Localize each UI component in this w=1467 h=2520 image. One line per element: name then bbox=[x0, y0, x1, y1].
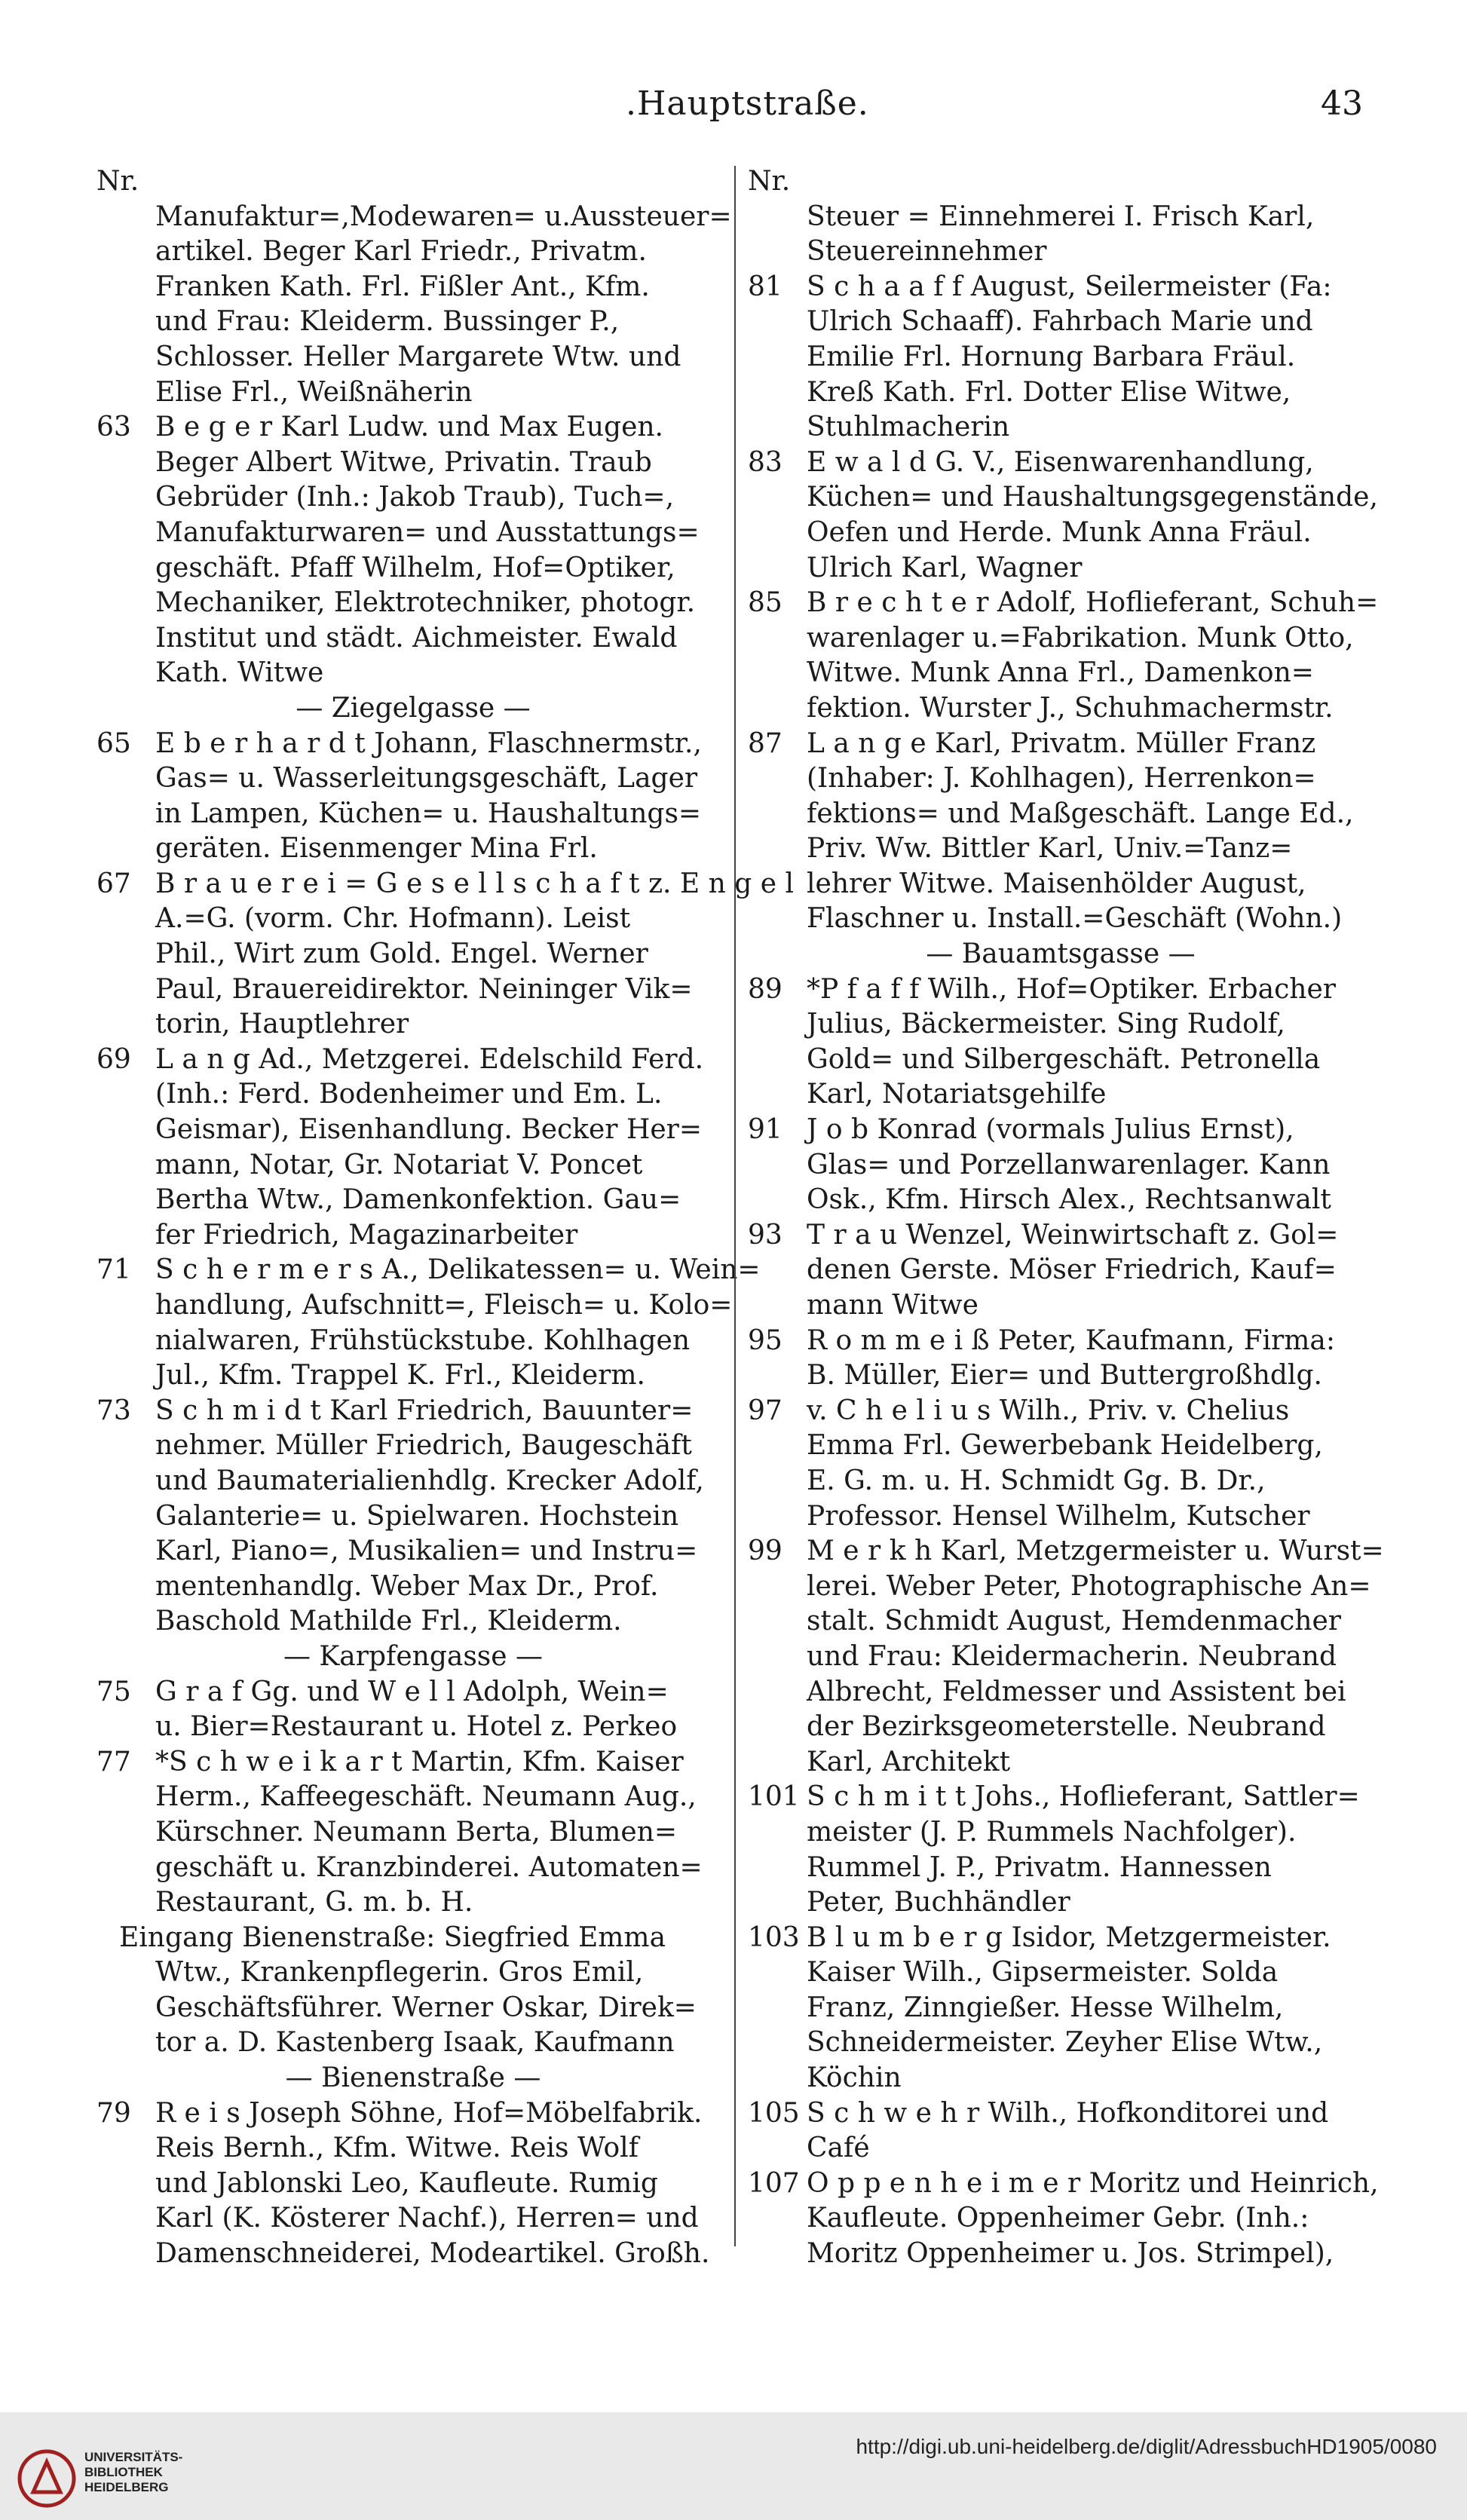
entry-text: S c h a a f f August, Seilermeister (Fa: bbox=[807, 271, 1332, 302]
entry-line bbox=[748, 1955, 1374, 1991]
entry-line bbox=[96, 480, 730, 516]
entry-text: Steuer = Einnehmerei I. Frisch Karl, bbox=[807, 201, 1315, 232]
entry-line bbox=[748, 270, 1374, 305]
library-name-line: UNIVERSITÄTS- bbox=[84, 2450, 183, 2464]
entry-text: S c h e r m e r s A., Delikatessen= u. Wein= bbox=[155, 1254, 761, 1286]
entry-line bbox=[748, 2131, 1374, 2166]
source-url-link[interactable]: http://digi.ub.uni-heidelberg.de/diglit/AdressbuchHD1905/0080 bbox=[856, 2435, 1437, 2458]
entry-text: handlung, Aufschnitt=, Fleisch= u. Kolo= bbox=[155, 1290, 733, 1321]
entry-line bbox=[748, 1043, 1374, 1078]
entry-line bbox=[748, 937, 1374, 972]
entry-line bbox=[748, 375, 1374, 411]
entry-text: Ulrich Schaaff). Fahrbach Marie und bbox=[807, 306, 1313, 338]
house-number: 75 bbox=[96, 1676, 131, 1707]
entry-text: R o m m e i ß Peter, Kaufmann, Firma: bbox=[807, 1324, 1335, 1356]
running-title: .Hauptstraße. bbox=[626, 84, 869, 123]
entry-text: Franz, Zinngießer. Hesse Wilhelm, bbox=[807, 1992, 1284, 2023]
entry-line bbox=[748, 1991, 1374, 2026]
entry-line bbox=[748, 1218, 1374, 1254]
entry-text: meister (J. P. Rummels Nachfolger). bbox=[807, 1816, 1297, 1848]
entry-line bbox=[96, 375, 730, 411]
entry-line bbox=[96, 1183, 730, 1218]
entry-text: und Baumaterialienhdlg. Krecker Adolf, bbox=[155, 1465, 704, 1496]
entry-text: Gold= und Silbergeschäft. Petronella bbox=[807, 1043, 1321, 1075]
house-number: 91 bbox=[748, 1114, 783, 1146]
entry-text: R e i s Joseph Söhne, Hof=Möbelfabrik. bbox=[155, 2097, 703, 2129]
entry-line bbox=[96, 1007, 730, 1043]
entry-text: Emma Frl. Gewerbebank Heidelberg, bbox=[807, 1430, 1323, 1462]
house-number: Nr. bbox=[96, 166, 139, 197]
entry-text: Paul, Brauereidirektor. Neininger Vik= bbox=[155, 973, 693, 1005]
entry-line bbox=[748, 1113, 1374, 1148]
entry-line bbox=[748, 551, 1374, 586]
entry-text: Kaiser Wilh., Gipsermeister. Solda bbox=[807, 1957, 1279, 1989]
entry-text: L a n g e Karl, Privatm. Müller Franz bbox=[807, 727, 1316, 759]
entry-line bbox=[748, 1815, 1374, 1851]
entry-text: *P f a f f Wilh., Hof=Optiker. Erbacher bbox=[807, 973, 1336, 1005]
entry-text: in Lampen, Küchen= u. Haushaltungs= bbox=[155, 798, 702, 829]
entry-text: S c h m i t t Johs., Hoflieferant, Sattler= bbox=[807, 1781, 1360, 1813]
house-number: 101 bbox=[748, 1781, 800, 1813]
entry-text: Moritz Oppenheimer u. Jos. Strimpel), bbox=[807, 2238, 1334, 2270]
entry-text: und Frau: Kleiderm. Bussinger P., bbox=[155, 306, 620, 338]
entry-text: nialwaren, Frühstückstube. Kohlhagen bbox=[155, 1324, 691, 1356]
entry-line bbox=[96, 1288, 733, 1324]
entry-line bbox=[96, 1815, 730, 1851]
entry-text: Köchin bbox=[807, 2062, 902, 2094]
entry-line bbox=[96, 1253, 761, 1288]
entry-line bbox=[748, 1710, 1374, 1745]
entry-text: Professor. Hensel Wilhelm, Kutscher bbox=[807, 1500, 1310, 1532]
entry-text: v. C h e l i u s Wilh., Priv. v. Chelius bbox=[807, 1395, 1290, 1426]
entry-line bbox=[748, 831, 1374, 867]
entry-text: lerei. Weber Peter, Photographische An= bbox=[807, 1570, 1371, 1602]
entry-text: Bertha Wtw., Damenkonfektion. Gau= bbox=[155, 1184, 681, 1216]
entry-text: Glas= und Porzellanwarenlager. Kann bbox=[807, 1149, 1331, 1180]
entry-line bbox=[96, 902, 730, 937]
house-number: 83 bbox=[748, 446, 783, 478]
entry-line bbox=[96, 1640, 730, 1675]
entry-line bbox=[748, 1921, 1374, 1956]
entry-text: mentenhandlg. Weber Max Dr., Prof. bbox=[155, 1570, 659, 1602]
entry-text: fer Friedrich, Magazinarbeiter bbox=[155, 1219, 578, 1251]
entry-line bbox=[748, 761, 1374, 797]
house-number: 81 bbox=[748, 271, 783, 302]
entry-line bbox=[96, 1077, 730, 1113]
entry-text: Institut und städt. Aichmeister. Ewald bbox=[155, 622, 678, 654]
entry-line bbox=[748, 2096, 1374, 2132]
house-number: 89 bbox=[748, 973, 783, 1005]
entry-line bbox=[96, 1113, 730, 1148]
entry-text: Gas= u. Wasserleitungsgeschäft, Lager bbox=[155, 763, 698, 795]
house-number: 97 bbox=[748, 1395, 783, 1426]
library-name-line: HEIDELBERG bbox=[84, 2480, 169, 2494]
entry-line bbox=[748, 1148, 1374, 1183]
entry-line bbox=[748, 2166, 1379, 2202]
entry-line bbox=[748, 621, 1374, 657]
entry-text: Kaufleute. Oppenheimer Gebr. (Inh.: bbox=[807, 2203, 1309, 2234]
entry-text: L a n g Ad., Metzgerei. Edelschild Ferd. bbox=[155, 1043, 704, 1075]
entry-text: denen Gerste. Möser Friedrich, Kauf= bbox=[807, 1254, 1337, 1286]
entry-text: der Bezirksgeometerstelle. Neubrand bbox=[807, 1711, 1326, 1743]
entry-text: Baschold Mathilde Frl., Kleiderm. bbox=[155, 1606, 622, 1637]
entry-text: Witwe. Munk Anna Frl., Damenkon= bbox=[807, 657, 1314, 689]
entry-text: Galanterie= u. Spielwaren. Hochstein bbox=[155, 1500, 679, 1532]
entry-text: B. Müller, Eier= und Buttergroßhdlg. bbox=[807, 1360, 1322, 1392]
entry-line bbox=[96, 1991, 730, 2026]
entry-line bbox=[96, 1710, 730, 1745]
entry-line bbox=[748, 1253, 1374, 1288]
entry-text: geschäft u. Kranzbinderei. Automaten= bbox=[155, 1851, 703, 1883]
entry-line bbox=[748, 1324, 1374, 1359]
entry-line bbox=[96, 972, 730, 1008]
entry-text: tor a. D. Kastenberg Isaak, Kaufmann bbox=[155, 2027, 675, 2059]
entry-text: Jul., Kfm. Trappel K. Frl., Kleiderm. bbox=[155, 1360, 645, 1392]
entry-line bbox=[748, 1288, 1374, 1324]
entry-text: Ulrich Karl, Wagner bbox=[807, 552, 1083, 583]
entry-text: Karl (K. Kösterer Nachf.), Herren= und bbox=[155, 2203, 699, 2234]
entry-text: Geismar), Eisenhandlung. Becker Her= bbox=[155, 1114, 703, 1146]
entry-text: B r a u e r e i = G e s e l l s c h a f t z. E n g e l bbox=[155, 868, 795, 899]
entry-text: E w a l d G. V., Eisenwarenhandlung, bbox=[807, 446, 1314, 478]
house-number: 87 bbox=[748, 727, 783, 759]
entry-text: Herm., Kaffeegeschäft. Neumann Aug., bbox=[155, 1781, 697, 1813]
entry-text: Elise Frl., Weißnäherin bbox=[155, 376, 473, 408]
entry-text: (Inhaber: J. Kohlhagen), Herrenkon= bbox=[807, 763, 1316, 795]
entry-line bbox=[96, 1534, 730, 1569]
house-number: 95 bbox=[748, 1324, 783, 1356]
entry-text: T r a u Wenzel, Weinwirtschaft z. Gol= bbox=[807, 1219, 1339, 1251]
entry-text: torin, Hauptlehrer bbox=[155, 1009, 409, 1040]
entry-line bbox=[96, 727, 730, 762]
entry-line bbox=[748, 1534, 1384, 1569]
entry-line bbox=[748, 1007, 1374, 1043]
entry-text: Schlosser. Heller Margarete Wtw. und bbox=[155, 341, 681, 372]
entry-text: Beger Albert Witwe, Privatin. Traub bbox=[155, 446, 652, 478]
entry-text: G r a f Gg. und W e l l Adolph, Wein= bbox=[155, 1676, 669, 1707]
entry-line bbox=[96, 1394, 730, 1429]
entry-line bbox=[96, 2061, 730, 2096]
entry-text: Karl, Notariatsgehilfe bbox=[807, 1079, 1107, 1110]
entry-line bbox=[96, 937, 730, 972]
entry-line bbox=[96, 1955, 730, 1991]
entry-text: Rummel J. P., Privatm. Hannessen bbox=[807, 1851, 1272, 1883]
entry-text: Eingang Bienenstraße: Siegfried Emma bbox=[119, 1921, 666, 1953]
entry-line bbox=[96, 551, 730, 586]
entry-line bbox=[748, 2201, 1374, 2237]
entry-line bbox=[96, 761, 730, 797]
entry-line bbox=[96, 234, 730, 270]
entry-text: *S c h w e i k a r t Martin, Kfm. Kaiser bbox=[155, 1746, 684, 1777]
entry-line bbox=[96, 1569, 730, 1605]
entry-text: Franken Kath. Frl. Fißler Ant., Kfm. bbox=[155, 271, 650, 302]
entry-line bbox=[748, 1394, 1374, 1429]
entry-text: Steuereinnehmer bbox=[807, 236, 1047, 268]
entry-text: Peter, Buchhändler bbox=[807, 1887, 1070, 1918]
entry-line bbox=[96, 446, 730, 481]
entry-line bbox=[96, 1148, 730, 1183]
house-number: 77 bbox=[96, 1746, 131, 1777]
entry-line bbox=[96, 1358, 730, 1394]
entry-line bbox=[96, 200, 730, 235]
entry-text: Café bbox=[807, 2133, 870, 2164]
entry-text: S c h w e h r Wilh., Hofkonditorei und bbox=[807, 2097, 1329, 2129]
entry-line bbox=[748, 1604, 1374, 1640]
entry-line bbox=[748, 340, 1374, 375]
entry-line bbox=[748, 727, 1374, 762]
entry-line bbox=[96, 1499, 730, 1535]
column-divider bbox=[734, 166, 736, 2246]
entry-text: Manufaktur=,Modewaren= u.Aussteuer= bbox=[155, 201, 732, 232]
entry-line bbox=[748, 691, 1374, 727]
entry-text: artikel. Beger Karl Friedr., Privatm. bbox=[155, 236, 647, 268]
entry-line bbox=[96, 831, 730, 867]
entry-text: Schneidermeister. Zeyher Elise Wtw., bbox=[807, 2027, 1323, 2059]
entry-line bbox=[96, 1324, 730, 1359]
entry-text: Julius, Bäckermeister. Sing Rudolf, bbox=[807, 1009, 1285, 1040]
entry-line bbox=[96, 2131, 730, 2166]
entry-line bbox=[96, 586, 730, 621]
entry-line bbox=[748, 446, 1374, 481]
entry-line bbox=[748, 200, 1374, 235]
entry-line bbox=[748, 1569, 1374, 1605]
entry-text: B e g e r Karl Ludw. und Max Eugen. bbox=[155, 412, 663, 443]
house-number: 85 bbox=[748, 587, 783, 619]
entry-text: Emilie Frl. Hornung Barbara Fräul. bbox=[807, 341, 1296, 372]
entry-line bbox=[748, 1675, 1374, 1710]
house-number: 93 bbox=[748, 1219, 783, 1251]
entry-line bbox=[748, 480, 1378, 516]
entry-text: Küchen= und Haushaltungsgegenstände, bbox=[807, 482, 1378, 513]
entry-text: stalt. Schmidt August, Hemdenmacher bbox=[807, 1606, 1341, 1637]
street-heading: — Ziegelgasse — bbox=[296, 692, 531, 724]
entry-line bbox=[748, 305, 1374, 340]
entry-line bbox=[748, 2025, 1374, 2061]
entry-text: Mechaniker, Elektrotechniker, photogr. bbox=[155, 587, 696, 619]
entry-text: und Frau: Kleidermacherin. Neubrand bbox=[807, 1640, 1337, 1672]
entry-text: geräten. Eisenmenger Mina Frl. bbox=[155, 833, 598, 865]
entry-line bbox=[748, 867, 1374, 902]
entry-text: Oefen und Herde. Munk Anna Fräul. bbox=[807, 516, 1312, 548]
entry-line bbox=[96, 340, 730, 375]
entry-line bbox=[96, 2096, 730, 2132]
entry-text: A.=G. (vorm. Chr. Hofmann). Leist bbox=[155, 903, 631, 935]
street-heading: — Bauamtsgasse — bbox=[926, 938, 1196, 970]
entry-line bbox=[748, 1183, 1374, 1218]
entry-line bbox=[748, 1780, 1374, 1815]
entry-text: Flaschner u. Install.=Geschäft (Wohn.) bbox=[807, 903, 1343, 935]
library-name-line: BIBLIOTHEK bbox=[84, 2465, 163, 2479]
entry-line bbox=[748, 2061, 1374, 2096]
entry-line bbox=[96, 1218, 730, 1254]
entry-line bbox=[748, 797, 1374, 832]
page-header bbox=[0, 84, 1467, 130]
entry-text: M e r k h Karl, Metzgermeister u. Wurst= bbox=[807, 1536, 1384, 1567]
street-heading: — Karpfengasse — bbox=[283, 1640, 544, 1672]
university-seal-icon bbox=[17, 2448, 77, 2509]
house-number: 65 bbox=[96, 727, 131, 759]
entry-line bbox=[96, 621, 730, 657]
entry-line bbox=[748, 1464, 1374, 1499]
entry-line bbox=[96, 164, 730, 200]
entry-line bbox=[96, 305, 730, 340]
entry-line bbox=[96, 2025, 730, 2061]
entry-text: u. Bier=Restaurant u. Hotel z. Perkeo bbox=[155, 1711, 678, 1743]
entry-line bbox=[748, 1851, 1374, 1886]
entry-line bbox=[748, 972, 1374, 1008]
entry-line bbox=[96, 410, 730, 446]
entry-line bbox=[96, 1921, 730, 1956]
entry-text: Osk., Kfm. Hirsch Alex., Rechtsanwalt bbox=[807, 1184, 1331, 1216]
entry-text: geschäft. Pfaff Wilhelm, Hof=Optiker, bbox=[155, 552, 675, 583]
entry-text: B r e c h t e r Adolf, Hoflieferant, Schuh= bbox=[807, 587, 1379, 619]
entry-text: nehmer. Müller Friedrich, Baugeschäft bbox=[155, 1430, 692, 1462]
entry-text: B l u m b e r g Isidor, Metzgermeister. bbox=[807, 1921, 1331, 1953]
page-number: 43 bbox=[1321, 84, 1363, 123]
entry-line bbox=[96, 1043, 730, 1078]
entry-text: Kürschner. Neumann Berta, Blumen= bbox=[155, 1816, 678, 1848]
entry-text: und Jablonski Leo, Kaufleute. Rumig bbox=[155, 2167, 658, 2199]
entry-text: E b e r h a r d t Johann, Flaschnermstr., bbox=[155, 727, 702, 759]
entry-text: Kreß Kath. Frl. Dotter Elise Witwe, bbox=[807, 376, 1291, 408]
entry-text: Reis Bernh., Kfm. Witwe. Reis Wolf bbox=[155, 2133, 639, 2164]
entry-line bbox=[96, 2166, 730, 2202]
house-number: 71 bbox=[96, 1254, 131, 1286]
entry-text: (Inh.: Ferd. Bodenheimer und Em. L. bbox=[155, 1079, 663, 1110]
entry-line bbox=[96, 1885, 730, 1921]
entry-line bbox=[96, 867, 795, 902]
entry-line bbox=[96, 2237, 730, 2272]
entry-text: Geschäftsführer. Werner Oskar, Direk= bbox=[155, 1992, 697, 2023]
entry-line bbox=[748, 164, 1374, 200]
house-number: 69 bbox=[96, 1043, 131, 1075]
entry-text: mann, Notar, Gr. Notariat V. Poncet bbox=[155, 1149, 643, 1180]
entry-line bbox=[96, 1851, 730, 1886]
entry-text: fektions= und Maßgeschäft. Lange Ed., bbox=[807, 798, 1354, 829]
entry-text: Manufakturwaren= und Ausstattungs= bbox=[155, 516, 700, 548]
entry-text: Karl, Piano=, Musikalien= und Instru= bbox=[155, 1536, 698, 1567]
entry-line bbox=[96, 516, 730, 551]
entry-text: Priv. Ww. Bittler Karl, Univ.=Tanz= bbox=[807, 833, 1293, 865]
library-name bbox=[84, 2450, 182, 2495]
entry-line bbox=[96, 1675, 730, 1710]
entry-line bbox=[748, 1499, 1374, 1535]
house-number: 105 bbox=[748, 2097, 800, 2129]
entry-text: J o b Konrad (vormals Julius Ernst), bbox=[807, 1114, 1294, 1146]
entry-line bbox=[96, 797, 730, 832]
entry-line bbox=[96, 1428, 730, 1464]
entry-line bbox=[748, 410, 1374, 446]
entry-text: E. G. m. u. H. Schmidt Gg. B. Dr., bbox=[807, 1465, 1266, 1496]
entry-line bbox=[748, 2237, 1374, 2272]
house-number: Nr. bbox=[748, 166, 791, 197]
entry-text: Wtw., Krankenpflegerin. Gros Emil, bbox=[155, 1957, 644, 1989]
entry-text: lehrer Witwe. Maisenhölder August, bbox=[807, 868, 1306, 899]
entry-line bbox=[96, 1745, 730, 1781]
footer-bar bbox=[0, 2412, 1467, 2520]
entry-text: Gebrüder (Inh.: Jakob Traub), Tuch=, bbox=[155, 482, 675, 513]
entry-text: Restaurant, G. m. b. H. bbox=[155, 1887, 473, 1918]
entry-text: fektion. Wurster J., Schuhmachermstr. bbox=[807, 692, 1334, 724]
entry-line bbox=[748, 1077, 1374, 1113]
house-number: 107 bbox=[748, 2167, 800, 2199]
entry-text: warenlager u.=Fabrikation. Munk Otto, bbox=[807, 622, 1354, 654]
entry-text: Karl, Architekt bbox=[807, 1746, 1011, 1777]
entry-line bbox=[96, 1604, 730, 1640]
entry-line bbox=[96, 1464, 730, 1499]
entry-text: Damenschneiderei, Modeartikel. Großh. bbox=[155, 2238, 710, 2270]
entry-text: S c h m i d t Karl Friedrich, Bauunter= bbox=[155, 1395, 694, 1426]
house-number: 103 bbox=[748, 1921, 800, 1953]
entry-line bbox=[96, 1780, 730, 1815]
entry-line bbox=[748, 1885, 1374, 1921]
entry-line bbox=[748, 1745, 1374, 1781]
entry-text: O p p e n h e i m e r Moritz und Heinrich, bbox=[807, 2167, 1379, 2199]
house-number: 63 bbox=[96, 412, 131, 443]
entry-line bbox=[96, 656, 730, 691]
entry-line bbox=[748, 902, 1374, 937]
entry-line bbox=[96, 691, 730, 727]
entry-line bbox=[748, 1640, 1374, 1675]
entry-text: mann Witwe bbox=[807, 1290, 979, 1321]
house-number: 67 bbox=[96, 868, 131, 899]
entry-line bbox=[96, 2201, 730, 2237]
entry-line bbox=[748, 656, 1374, 691]
entry-text: Kath. Witwe bbox=[155, 657, 324, 689]
house-number: 99 bbox=[748, 1536, 783, 1567]
entry-text: Stuhlmacherin bbox=[807, 412, 1010, 443]
entry-line bbox=[748, 1428, 1374, 1464]
entry-line bbox=[748, 1358, 1374, 1394]
entry-line bbox=[748, 234, 1374, 270]
house-number: 79 bbox=[96, 2097, 131, 2129]
entry-line bbox=[748, 516, 1374, 551]
right-column bbox=[748, 164, 1384, 2272]
street-heading: — Bienenstraße — bbox=[285, 2062, 541, 2094]
entry-text: Phil., Wirt zum Gold. Engel. Werner bbox=[155, 938, 648, 970]
entry-line bbox=[96, 270, 730, 305]
entry-line bbox=[748, 586, 1379, 621]
house-number: 73 bbox=[96, 1395, 131, 1426]
entry-text: Albrecht, Feldmesser und Assistent bei bbox=[807, 1676, 1346, 1707]
